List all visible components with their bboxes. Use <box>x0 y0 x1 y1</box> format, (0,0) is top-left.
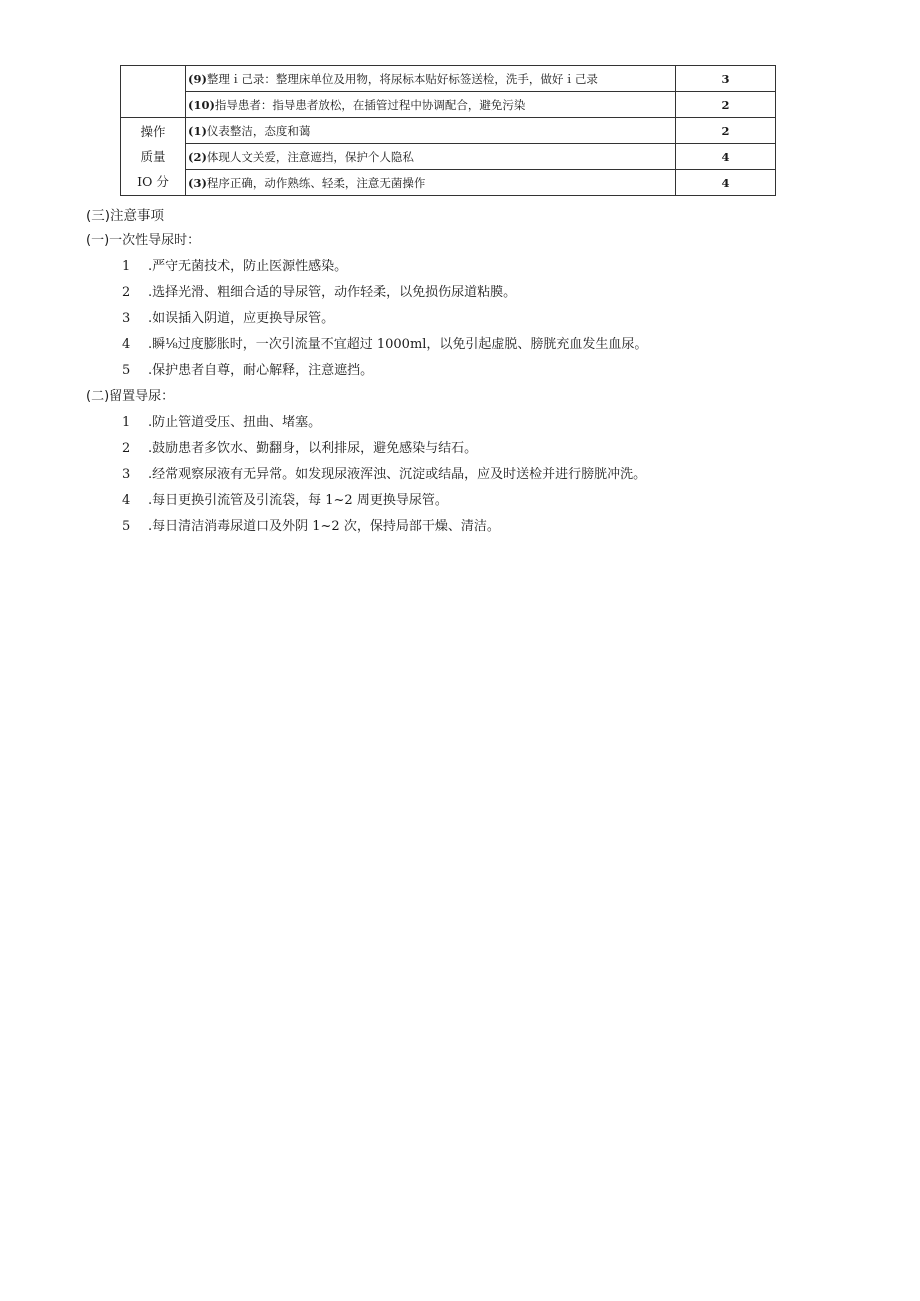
table-row <box>121 170 776 196</box>
list-item: 2 .鼓励患者多饮水、勤翻身，以利排尿，避免感染与结石。 <box>122 441 478 456</box>
list-item: 3 .如误插入阴道，应更换导尿管。 <box>122 311 335 326</box>
subsection-title: (二)留置导尿： <box>86 389 175 404</box>
list-item: 2 .选择光滑、粗细合适的导尿管，动作轻柔，以免损伤尿道粘膜。 <box>122 285 517 300</box>
precautions-section <box>86 205 846 542</box>
table-row <box>121 66 776 92</box>
table-row <box>121 92 776 118</box>
table-row <box>121 144 776 170</box>
subsection-title: (一)一次性导尿时： <box>86 233 201 248</box>
scoring-table <box>120 65 776 196</box>
list-item: 4 .每日更换引流管及引流袋，每 1~2 周更换导尿管。 <box>122 493 448 508</box>
score-cell: 4 <box>676 144 776 170</box>
list-item: 1 .严守无菌技术，防止医源性感染。 <box>122 259 348 274</box>
category-cell-blank <box>121 66 186 118</box>
list-item: 1 .防止管道受压、扭曲、堵塞。 <box>122 415 322 430</box>
item-cell: (10)指导患者：指导患者放松，在插管过程中协调配合，避免污染 <box>186 92 676 118</box>
score-cell: 2 <box>676 118 776 144</box>
item-cell: (2)体现人文关爱，注意遮挡，保护个人隐私 <box>186 144 676 170</box>
category-line: 质量 <box>140 149 166 164</box>
score-cell: 2 <box>676 92 776 118</box>
category-line: IO 分 <box>137 174 169 189</box>
score-cell: 3 <box>676 66 776 92</box>
item-cell: (9)整理ｉ己录：整理床单位及用物，将尿标本贴好标签送检，洗手，做好ｉ己录 <box>186 66 676 92</box>
list-item: 3 .经常观察尿液有无异常。如发现尿液浑浊、沉淀或结晶，应及时送检并进行膀胱冲洗。 <box>122 467 647 482</box>
item-cell: (3)程序正确，动作熟练、轻柔，注意无菌操作 <box>186 170 676 196</box>
score-cell: 4 <box>676 170 776 196</box>
list-item: 5 .保护患者自尊，耐心解释，注意遮挡。 <box>122 363 374 378</box>
section-heading: (三)注意事项 <box>86 208 165 224</box>
list-item: 4 .瞬⅛过度膨胀时，一次引流量不宜超过 1000ml，以免引起虚脱、膀胱充血发生血尿。 <box>122 337 648 352</box>
category-line: 操作 <box>140 124 166 139</box>
list-item: 5 .每日清洁消毒尿道口及外阴 1~2 次，保持局部干燥、清洁。 <box>122 519 500 534</box>
table-row <box>121 118 776 144</box>
category-cell-operation-quality <box>121 118 186 196</box>
item-cell: (1)仪表整洁，态度和蔼 <box>186 118 676 144</box>
